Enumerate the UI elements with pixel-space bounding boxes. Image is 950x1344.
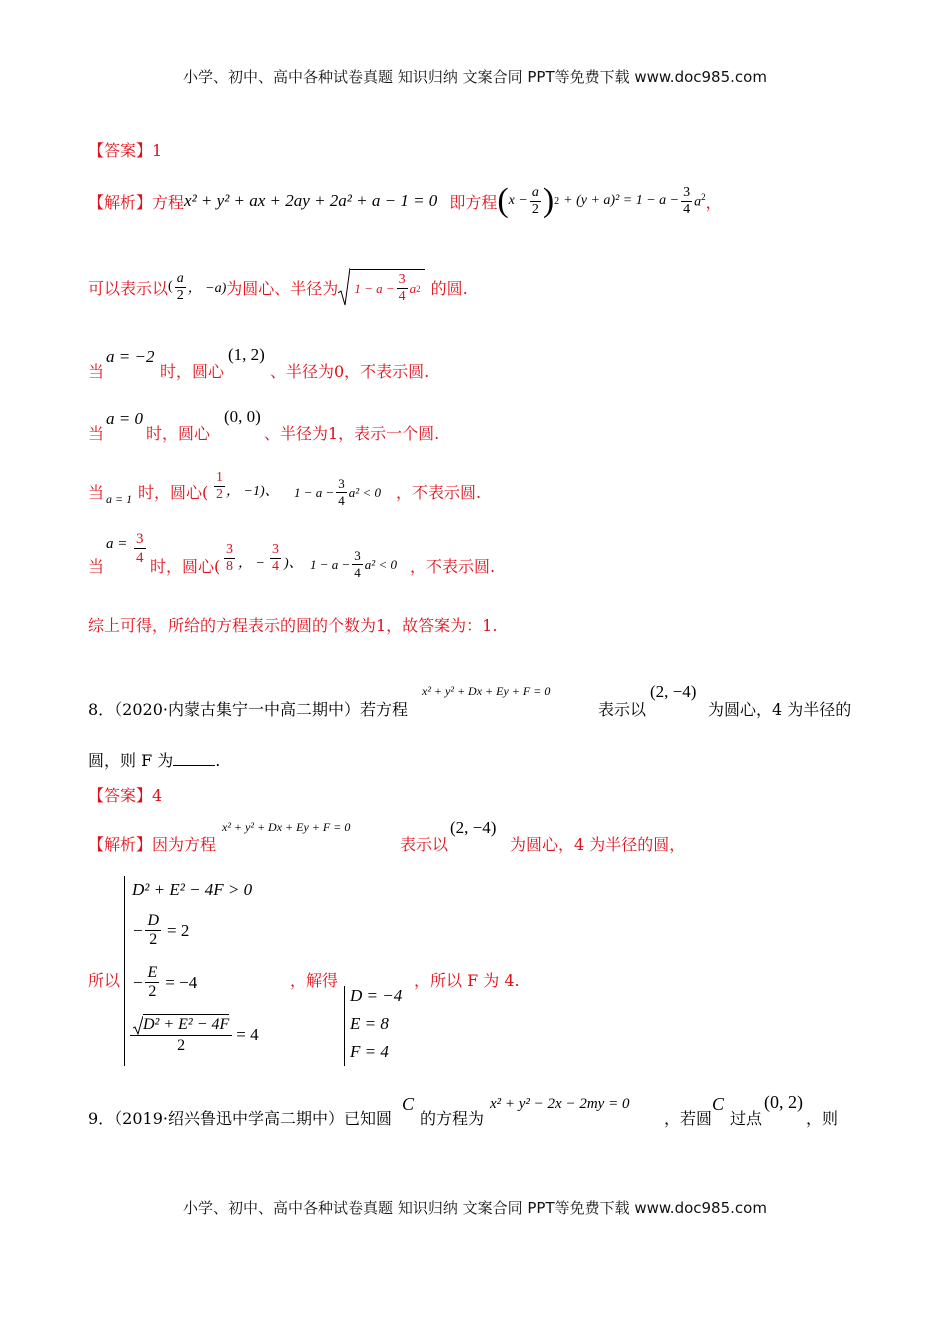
case-lead: 当 <box>88 483 105 502</box>
line2-lead: 可以表示以 <box>88 278 169 298</box>
case-lead: 当 <box>88 557 105 576</box>
line2-end: 的圆. <box>430 278 468 298</box>
case-center: (0, 0) <box>224 407 261 426</box>
inequality-left: 1 − a − <box>294 484 335 500</box>
analysis-mid: 即方程 <box>449 192 498 212</box>
inequality-left: 1 − a − <box>310 556 351 572</box>
radius-sqrt: 1 − a − $\frac{3}{4}$ a 2 <box>338 267 424 307</box>
center-x-fraction: $\frac{3}{8}$ <box>226 542 233 574</box>
system-row3: − $\frac{E}{2}$ = −4 <box>132 964 198 1000</box>
solution-row2: E = 8 <box>350 1014 389 1033</box>
question-mid2: ，若圆 <box>664 1109 713 1128</box>
comma: ， <box>705 192 722 212</box>
q8-stem-line2 <box>88 748 220 771</box>
sqrt-icon <box>338 267 350 307</box>
question-line2: 圆，则 F 为 <box>88 751 174 770</box>
case-lead: 当 <box>88 362 105 381</box>
inequality-right: a² < 0 <box>348 484 381 500</box>
case-equation: a = <box>106 536 128 552</box>
question-end: ，则 <box>806 1109 839 1128</box>
page-footer: 小学、初中、高中各种试卷真题 知识归纳 文案合同 PPT等免费下载 www.doc985.com <box>183 1199 767 1217</box>
case-sep: ， − <box>238 556 265 571</box>
analysis-lead: 因为方程 <box>152 835 217 854</box>
answer-value: 1 <box>152 141 163 160</box>
analysis-tag: 【解析】 <box>88 835 153 854</box>
question-equation: x² + y² + Dx + Ey + F = 0 <box>422 684 551 698</box>
result-text: ，所以 F 为 4. <box>414 971 520 990</box>
equation-standard: ( x − $\frac{a}{2}$ ) 2 + (y + a)² = 1 − a − $\frac{3}{4}$ $a^2$ <box>497 182 706 219</box>
center-fraction: $\frac{1}{2}$ <box>216 470 223 502</box>
question-number: 9．（2019·绍兴鲁迅中学高二期中）已知圆 <box>88 1109 392 1128</box>
analysis-lead: 方程 <box>152 192 185 212</box>
case-inequality: 1 − a − $\frac{3}{4}$ a² < 0 <box>310 548 397 580</box>
center-y-fraction: $\frac{3}{4}$ <box>272 542 279 574</box>
solve-label: ，解得 <box>290 971 339 990</box>
answer-blank <box>173 751 215 766</box>
case-end: ，不表示圆. <box>396 483 482 502</box>
answer-tag: 【答案】 <box>88 141 153 160</box>
question-center: (2, −4) <box>650 682 697 701</box>
row4-rhs: = 4 <box>236 1025 259 1044</box>
q7-summary: 综上可得，所给的方程表示的圆的个数为1，故答案为：1. <box>88 616 498 635</box>
so-label: 所以 <box>88 971 121 990</box>
inequality-right: a² < 0 <box>364 556 397 572</box>
question-mid: 表示以 <box>598 700 647 719</box>
center-close: ， −a) <box>187 281 227 296</box>
question-equation: x² + y² − 2x − 2my = 0 <box>490 1096 630 1112</box>
case-mid: 时，圆心 <box>160 362 225 381</box>
solution-row3: F = 4 <box>350 1042 389 1061</box>
case-equation: a = 0 <box>106 409 143 428</box>
case-mid: 时，圆心 <box>146 424 211 443</box>
equation-general: x² + y² + ax + 2ay + 2a² + a − 1 = 0 <box>184 191 438 210</box>
analysis-tag: 【解析】 <box>88 192 153 212</box>
question-pass: 过点 <box>730 1109 763 1128</box>
case-end: ，不表示圆. <box>410 557 496 576</box>
question-mid: 的方程为 <box>420 1109 485 1128</box>
case-mid: 时，圆心( <box>150 557 221 576</box>
case-equation: a = 1 <box>106 492 133 506</box>
center-expression: ( $\frac{a}{2}$ ， −a) <box>168 270 227 303</box>
case-inequality: 1 − a − $\frac{3}{4}$ a² < 0 <box>294 476 381 508</box>
system-row1: D² + E² − 4F > 0 <box>132 880 253 899</box>
solution-brace <box>344 986 345 1066</box>
q8-result <box>414 968 520 991</box>
page-header: 小学、初中、高中各种试卷真题 知识归纳 文案合同 PPT等免费下载 www.doc985.com <box>183 68 767 86</box>
line2-mid: 为圆心、半径为 <box>226 278 339 298</box>
case-center-close: ， −1)、 <box>226 484 279 499</box>
case-center: (1, 2) <box>228 345 265 364</box>
a-fraction: $\frac{3}{4}$ <box>136 531 144 566</box>
case-mid: 时，圆心( <box>138 483 209 502</box>
circle-label: C <box>712 1094 725 1114</box>
solution-row1: D = −4 <box>350 986 403 1005</box>
row2-rhs: = 2 <box>167 920 190 940</box>
q7-analysis-line2 <box>88 262 468 312</box>
case-close: )、 <box>284 556 303 571</box>
answer-tag: 【答案】 <box>88 786 153 805</box>
case-lead: 当 <box>88 424 105 443</box>
question-point: (0, 2) <box>764 1092 803 1112</box>
equation-standard-rhs: + (y + a)² = 1 − a − <box>563 193 680 208</box>
case-end: 、半径为1，表示一个圆. <box>264 424 440 443</box>
q8-answer <box>88 783 162 806</box>
system-row2: − $\frac{D}{2}$ = 2 <box>132 912 190 948</box>
circle-label: C <box>402 1094 415 1114</box>
case-equation: a = −2 <box>106 347 155 366</box>
case-end: 、半径为0，不表示圆. <box>270 362 430 381</box>
system-brace <box>124 876 125 1066</box>
question-tail: 为圆心，4 为半径的 <box>708 700 852 719</box>
sqrt-icon <box>133 1015 143 1035</box>
answer-value: 4 <box>152 786 163 805</box>
q7-answer <box>88 138 162 161</box>
analysis-equation: x² + y² + Dx + Ey + F = 0 <box>222 820 351 834</box>
analysis-tail: 为圆心，4 为半径的圆， <box>510 835 686 854</box>
q7-analysis-line1 <box>88 176 722 226</box>
row3-rhs: = −4 <box>165 972 198 992</box>
system-row4: $\frac{\text{D² + E² − 4F}}{2}$ = 4 <box>130 1014 259 1056</box>
question-number: 8．（2020·内蒙古集宁一中高二期中）若方程 <box>88 700 408 719</box>
question-line2-end: . <box>215 751 221 770</box>
analysis-mid: 表示以 <box>400 835 449 854</box>
analysis-center: (2, −4) <box>450 818 497 837</box>
